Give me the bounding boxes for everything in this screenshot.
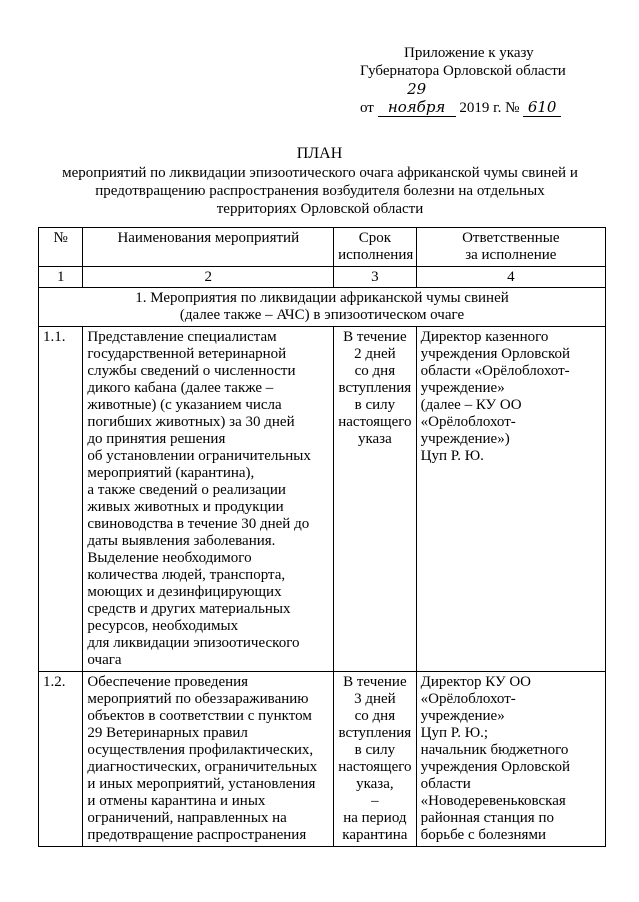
row-measure: Представление специалистам государственной ветеринарной службы сведений о численности дикого кабана (далее также – животные) (с указанием числа погибших животных) за 30 дней до принятия решения об установлении ограничительных мероприятий (карантина), а также сведений о реализации живых животных и продукции свиноводства в течение 30 дней до даты выявления заболевания. Выделение необходимого количества людей, транспорта, моющих и дезинфицирующих средств и других материальных ресурсов, необходимых для ликвидации эпизоотического очага: [83, 327, 334, 672]
date-prefix: от: [360, 100, 374, 116]
document-subtitle: мероприятий по ликвидации эпизоотического очага африканской чумы свиней и предотвращению распространения возбудителя болезни на отдельных территориях Орловской области: [62, 165, 578, 217]
row-number: 1.2.: [39, 672, 83, 847]
year-text: 2019 г. №: [459, 100, 520, 116]
column-number: 1: [39, 267, 83, 288]
handwritten-date: 29 ноября: [378, 80, 456, 117]
handwritten-number: 610: [523, 98, 561, 117]
row-term: В течение 3 дней со дня вступления в силу настоящего указа, – на период карантина: [334, 672, 417, 847]
row-responsible: Директор казенного учреждения Орловской области «Орёлоблохот- учреждение» (далее – КУ ОО «Орёлоблохот- учреждение») Цуп Р. Ю.: [416, 327, 605, 672]
table-row: [39, 672, 606, 847]
appendix-line-2: Губернатора Орловской области: [360, 63, 566, 79]
header-no: №: [39, 228, 83, 267]
table-header-row: [39, 228, 606, 267]
row-number: 1.1.: [39, 327, 83, 672]
header-resp: Ответственные за исполнение: [416, 228, 605, 267]
section-title: 1. Мероприятия по ликвидации африканской чумы свиней (далее также – АЧС) в эпизоотическом очаге: [39, 288, 606, 327]
column-number-row: [39, 267, 606, 288]
table-row: [39, 327, 606, 672]
appendix-line-1: Приложение к указу: [404, 45, 534, 61]
column-number: 4: [416, 267, 605, 288]
row-responsible: Директор КУ ОО «Орёлоблохот- учреждение» Цуп Р. Ю.; начальник бюджетного учреждения Орловской области «Новодеревеньковская районная станция по борьбе с болезнями: [416, 672, 605, 847]
document-title: ПЛАН: [296, 145, 343, 162]
row-term: В течение 2 дней со дня вступления в силу настоящего указа: [334, 327, 417, 672]
appendix-date-line: [360, 80, 600, 117]
column-number: 3: [334, 267, 417, 288]
appendix-block: [360, 44, 600, 117]
header-name: Наименования мероприятий: [83, 228, 334, 267]
column-number: 2: [83, 267, 334, 288]
row-measure: Обеспечение проведения мероприятий по обеззараживанию объектов в соответствии с пунктом 29 Ветеринарных правил осуществления профилактических, диагностических, ограничительных и иных мероприятий, установления и отмены карантина и иных ограничений, направленных на предотвращение распространения: [83, 672, 334, 847]
header-term: Срок исполнения: [334, 228, 417, 267]
section-row: [39, 288, 606, 327]
plan-table: [38, 227, 606, 847]
